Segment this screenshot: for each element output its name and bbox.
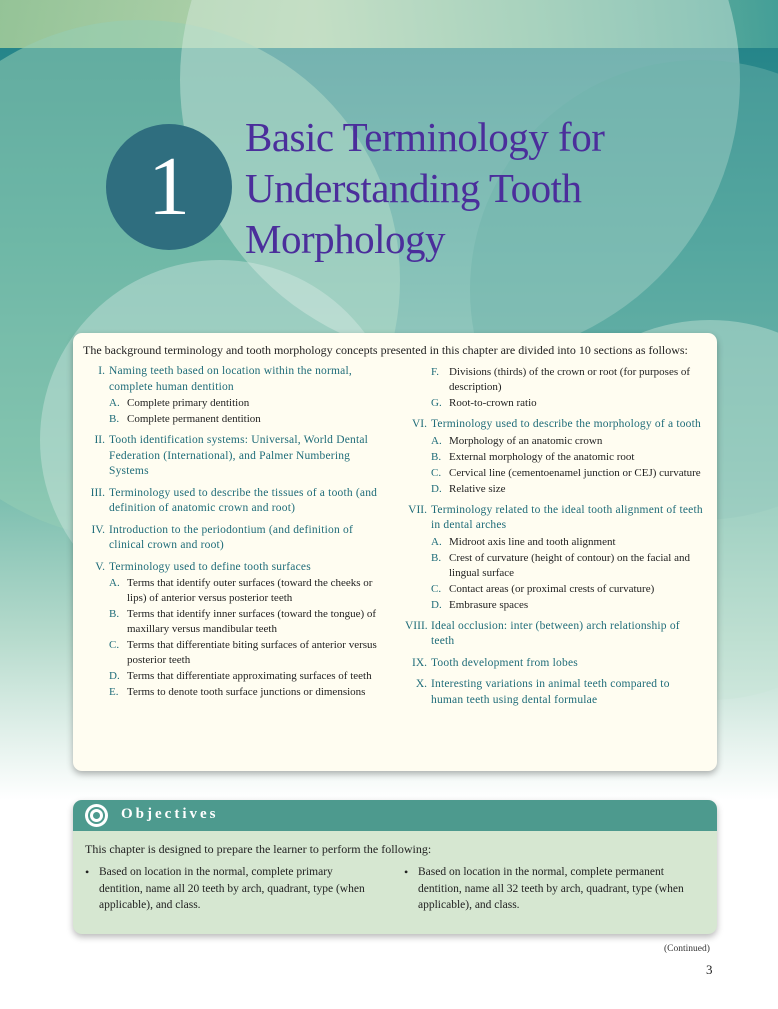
subsection-text: Divisions (thirds) of the crown or root (for purposes of description) — [449, 366, 691, 393]
subsection-letter: E. — [109, 686, 119, 698]
chapter-title — [245, 112, 745, 265]
subsection-item — [431, 598, 705, 613]
section-title: Terminology related to the ideal tooth alignment of teeth in dental arches — [431, 503, 703, 531]
outline-section — [83, 560, 386, 701]
subsection-item — [109, 638, 386, 668]
outline-section — [405, 417, 705, 497]
subsection-text: External morphology of the anatomic root — [449, 450, 635, 463]
section-body — [431, 417, 705, 497]
section-number: VII. — [408, 503, 427, 516]
subsection-text: Embrasure spaces — [449, 598, 529, 611]
section-number: IV. — [91, 523, 105, 536]
subsection-letter: A. — [109, 577, 120, 589]
subsection-text: Terms to denote tooth surface junctions or dimensions — [127, 686, 366, 698]
subsection-text: Complete permanent dentition — [127, 413, 261, 425]
subsection-text: Terms that identify inner surfaces (toward the tongue) of maxillary versus mandibular teeth — [127, 608, 377, 635]
subsection-text: Terms that identify outer surfaces (toward the cheeks or lips) of anterior versus posterior teeth — [127, 577, 373, 604]
section-title: Naming teeth based on location within the normal, complete human dentition — [109, 365, 352, 393]
objective-item — [404, 864, 689, 914]
subsection-item — [431, 482, 705, 497]
chapter-number: 1 — [148, 140, 190, 233]
section-number: VIII. — [405, 619, 428, 632]
subsection-item — [109, 412, 386, 427]
section-body — [109, 364, 386, 427]
target-icon — [85, 804, 108, 827]
chapter-outline-box — [73, 333, 717, 771]
outline-section — [83, 486, 386, 517]
outline-section — [83, 364, 386, 427]
objective-item — [85, 864, 370, 914]
subsection-item — [109, 685, 386, 700]
subsection-letter: A. — [431, 434, 442, 447]
page-number: 3 — [706, 962, 713, 977]
section-number: X. — [415, 678, 427, 690]
section-body — [109, 433, 386, 480]
outline-section-continuation — [405, 364, 705, 411]
subsection-text: Morphology of an anatomic crown — [449, 434, 603, 447]
outline-section — [405, 619, 705, 650]
subsection-item — [431, 535, 705, 550]
subsection-item — [431, 582, 705, 597]
subsection-letter: B. — [109, 413, 120, 425]
subsection-item — [431, 551, 705, 581]
section-body — [109, 523, 386, 554]
subsection-text: Midroot axis line and tooth alignment — [449, 535, 616, 548]
subsection-item — [431, 466, 705, 481]
section-number: IX. — [411, 656, 427, 669]
section-body — [431, 503, 705, 613]
subsection-letter: B. — [431, 450, 442, 463]
subsection-letter: B. — [431, 551, 442, 564]
subsection-item — [431, 450, 705, 465]
section-body — [109, 560, 386, 701]
continued-note: (Continued) — [664, 944, 710, 954]
subsection-letter: A. — [109, 397, 120, 409]
bullet: • — [85, 865, 90, 879]
section-title: Terminology used to describe the morphology of a tooth — [431, 418, 701, 430]
objective-text: Based on location in the normal, complete primary dentition, name all 20 teeth by arch, quadrant, type (when applicable), and class. — [99, 866, 365, 911]
subsection-item — [109, 607, 386, 637]
outline-section — [83, 433, 386, 480]
subsection-item — [109, 396, 386, 411]
subsection-letter: C. — [431, 582, 442, 595]
objectives-header — [73, 800, 717, 831]
section-body — [431, 656, 705, 672]
subsection-text: Crest of curvature (height of contour) on the facial and lingual surface — [449, 551, 690, 579]
subsection-item — [431, 396, 705, 411]
subsection-item — [431, 365, 705, 395]
section-number: II. — [94, 434, 105, 446]
subsection-text: Cervical line (cementoenamel junction or CEJ) curvature — [449, 466, 701, 479]
subsection-text: Relative size — [449, 482, 506, 495]
subsection-text: Terms that differentiate approximating surfaces of teeth — [127, 670, 372, 682]
section-body — [431, 619, 705, 650]
chapter-title-line: Understanding Tooth — [245, 165, 582, 211]
subsection-letter: C. — [109, 639, 120, 651]
subsection-text: Contact areas (or proximal crests of curvature) — [449, 582, 655, 595]
subsection-letter: D. — [431, 598, 442, 611]
section-body — [431, 364, 705, 411]
outline-section — [405, 656, 705, 672]
section-title: Tooth development from lobes — [431, 656, 578, 669]
outline-intro: The background terminology and tooth morphology concepts presented in this chapter are divided into 10 sections as follows: — [83, 343, 688, 357]
objectives-box — [73, 800, 717, 934]
subsection-letter: G. — [431, 397, 442, 409]
outline-section — [83, 523, 386, 554]
objective-text: Based on location in the normal, complete permanent dentition, name all 32 teeth by arch, quadrant, type (when applicable), and class. — [418, 866, 684, 911]
outline-section — [405, 503, 705, 613]
subsection-text: Root-to-crown ratio — [449, 397, 537, 409]
subsection-letter: B. — [109, 608, 120, 620]
outline-left-column — [83, 364, 386, 714]
bullet: • — [404, 865, 409, 879]
section-title: Tooth identification systems: Universal, World Dental Federation (International), and Palmer Numbering Systems — [109, 434, 369, 477]
section-title: Terminology used to describe the tissues of a tooth (and definition of anatomic crown and root) — [109, 486, 378, 514]
section-title: Interesting variations in animal teeth compared to human teeth using dental formulae — [431, 678, 670, 706]
subsection-letter: A. — [431, 535, 442, 548]
section-title: Terminology used to define tooth surfaces — [109, 560, 311, 573]
subsection-letter: F. — [431, 366, 439, 378]
chapter-title-line: Morphology — [245, 216, 445, 262]
section-title: Introduction to the periodontium (and definition of clinical crown and root) — [109, 523, 353, 551]
subsection-letter: D. — [109, 670, 120, 682]
subsection-item — [109, 576, 386, 606]
subsection-item — [109, 669, 386, 684]
objectives-heading: Objectives — [121, 806, 219, 822]
objectives-intro: This chapter is designed to prepare the learner to perform the following: — [85, 842, 432, 856]
section-body — [109, 486, 386, 517]
subsection-letter: D. — [431, 482, 442, 495]
section-number-spacer — [405, 364, 431, 411]
section-number: I. — [98, 365, 105, 377]
subsection-text: Complete primary dentition — [127, 397, 250, 409]
outline-right-column — [405, 364, 705, 714]
section-number: VI. — [411, 418, 427, 430]
subsection-letter: C. — [431, 466, 442, 479]
outline-section — [405, 677, 705, 708]
section-body — [431, 677, 705, 708]
section-number: V. — [95, 560, 105, 573]
subsection-item — [431, 434, 705, 449]
chapter-title-line: Basic Terminology for — [245, 114, 605, 160]
chapter-number-badge — [106, 124, 232, 250]
section-title: Ideal occlusion: inter (between) arch relationship of teeth — [431, 619, 680, 647]
subsection-text: Terms that differentiate biting surfaces of anterior versus posterior teeth — [127, 639, 377, 666]
section-number: III. — [90, 486, 105, 499]
